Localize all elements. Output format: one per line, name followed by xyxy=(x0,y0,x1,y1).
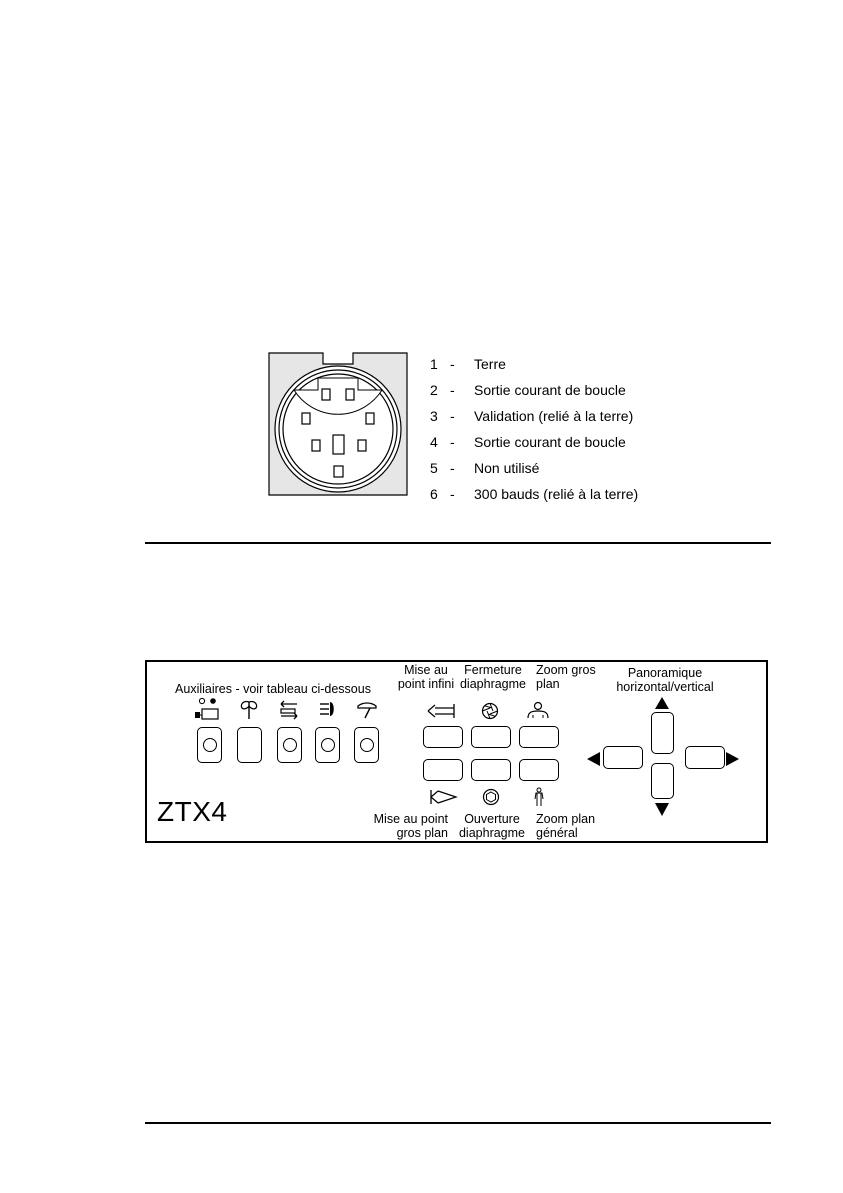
pin-dash: - xyxy=(450,408,455,424)
aux-button-5[interactable] xyxy=(354,727,379,763)
pin-number: 5 xyxy=(430,460,438,476)
pin-description: Sortie courant de boucle xyxy=(474,434,626,450)
pin-list xyxy=(430,356,690,512)
pin-row xyxy=(430,408,690,434)
pin-dash: - xyxy=(450,356,455,372)
iris-open-button[interactable] xyxy=(471,759,511,781)
iris-open-label: Ouverture diaphragme xyxy=(458,812,525,840)
zoom-wide-label: Zoom plan général xyxy=(536,812,596,840)
pin-slot xyxy=(346,389,354,400)
iris-open-icon xyxy=(482,788,500,806)
pin-row xyxy=(430,382,690,408)
aux-fan-icon xyxy=(238,699,260,721)
pin-dash: - xyxy=(450,434,455,450)
pin-slot xyxy=(334,466,343,477)
aux-button-2[interactable] xyxy=(237,727,262,763)
pin-slot xyxy=(322,389,330,400)
zoom-tele-icon xyxy=(526,701,550,721)
focus-near-label: Mise au point gros plan xyxy=(373,812,448,840)
section-divider xyxy=(145,542,771,544)
aux-power-icon xyxy=(194,697,220,721)
aux-washer-icon xyxy=(278,700,300,720)
model-label: ZTX4 xyxy=(157,796,228,827)
pin-dash: - xyxy=(450,382,455,398)
pin-description: 300 bauds (relié à la terre) xyxy=(474,486,639,502)
pin-number: 3 xyxy=(430,408,438,424)
aux-button-1[interactable] xyxy=(197,727,222,763)
pin-description: Sortie courant de boucle xyxy=(474,382,626,398)
iris-close-button[interactable] xyxy=(471,726,511,748)
pan-tilt-label: Panoramique horizontal/vertical xyxy=(616,666,714,694)
pin-number: 1 xyxy=(430,356,438,372)
aux-button-3[interactable] xyxy=(277,727,302,763)
aux-wiper-icon xyxy=(356,700,378,720)
arrow-right-icon xyxy=(726,752,739,766)
pin-description: Validation (relié à la terre) xyxy=(474,408,634,424)
auxiliaries-label: Auxiliaires - voir tableau ci-dessous xyxy=(175,682,371,696)
pan-right-button[interactable] xyxy=(685,746,725,769)
pin-number: 2 xyxy=(430,382,438,398)
arrow-down-icon xyxy=(655,803,669,816)
iris-close-label: Fermeture diaphragme xyxy=(459,663,526,691)
tilt-down-button[interactable] xyxy=(651,763,674,799)
pin-dash: - xyxy=(450,460,455,476)
pin-slot xyxy=(302,413,310,424)
aux-lamp-icon xyxy=(318,700,338,718)
pin-slot xyxy=(312,440,320,451)
arrow-up-icon xyxy=(655,697,669,709)
focus-near-button[interactable] xyxy=(423,759,463,781)
focus-far-icon xyxy=(426,702,458,720)
pin-number: 6 xyxy=(430,486,438,502)
pin-dash: - xyxy=(450,486,455,502)
pin-number: 4 xyxy=(430,434,438,450)
pin-row xyxy=(430,460,690,486)
din-connector-icon xyxy=(268,352,408,496)
pin-row xyxy=(430,434,690,460)
zoom-wide-button[interactable] xyxy=(519,759,559,781)
footer-rule xyxy=(145,1122,771,1124)
focus-far-label: Mise au point infini xyxy=(397,663,455,691)
zoom-wide-icon xyxy=(533,787,545,807)
aux-button-4[interactable] xyxy=(315,727,340,763)
zoom-tele-label: Zoom gros plan xyxy=(536,663,596,691)
zoom-tele-button[interactable] xyxy=(519,726,559,748)
pin-row xyxy=(430,486,690,512)
arrow-left-icon xyxy=(587,752,600,766)
iris-close-icon xyxy=(481,702,499,720)
pin-description: Non utilisé xyxy=(474,460,540,476)
tilt-up-button[interactable] xyxy=(651,712,674,754)
pin-description: Terre xyxy=(474,356,506,372)
focus-near-icon xyxy=(428,789,458,805)
center-pin-slot xyxy=(333,435,344,454)
pin-slot xyxy=(358,440,366,451)
focus-far-button[interactable] xyxy=(423,726,463,748)
pan-left-button[interactable] xyxy=(603,746,643,769)
pin-row xyxy=(430,356,690,382)
pin-slot xyxy=(366,413,374,424)
connector-pinout-diagram xyxy=(268,352,408,496)
